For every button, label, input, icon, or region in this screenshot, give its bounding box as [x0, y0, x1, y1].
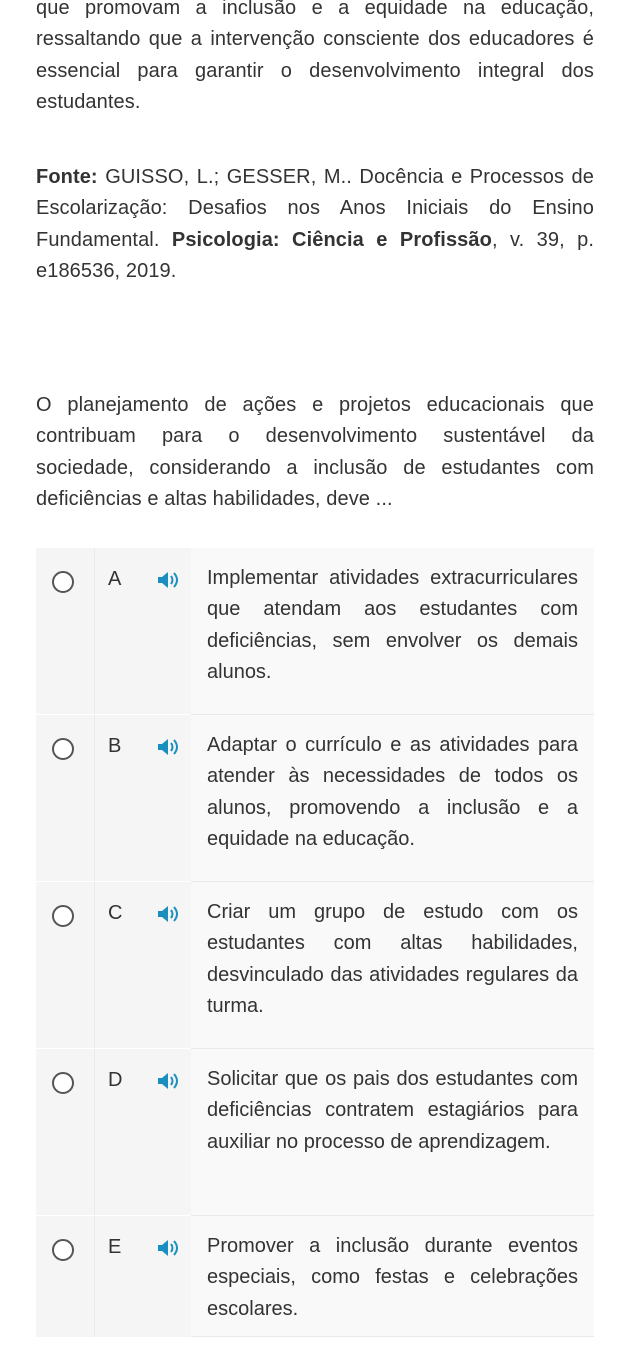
option-d-radio[interactable] — [52, 1072, 74, 1094]
source-details: , v. 39, p. e186536, 2019. — [36, 228, 594, 282]
option-divider — [94, 882, 95, 1048]
option-c-letter: C — [108, 902, 123, 924]
source-journal: Psicologia: Ciência e Profissão — [171, 228, 492, 251]
option-d-body[interactable] — [191, 1049, 594, 1216]
option-b-radio[interactable] — [52, 738, 74, 760]
speaker-icon[interactable] — [156, 904, 180, 924]
option-b-body[interactable] — [191, 715, 594, 882]
question-text: O planejamento de ações e projetos educacionais que contribuam para o desenvolvimento sustentável da sociedade, considerando a inclusão de estudantes com deficiências e altas habilidades, deve ... — [36, 394, 594, 510]
option-divider — [94, 715, 95, 881]
option-a[interactable] — [36, 548, 594, 715]
source-label: Fonte: — [36, 166, 98, 188]
option-b-letter: B — [108, 735, 122, 757]
option-b-controls — [36, 715, 191, 882]
option-e[interactable] — [36, 1216, 594, 1337]
option-b-text: Adaptar o currículo e as atividades para atender às necessidades de todos os alunos, promovendo a inclusão e a equidade na educação. — [207, 734, 578, 850]
option-c-body[interactable] — [191, 882, 594, 1049]
speaker-icon[interactable] — [156, 737, 180, 757]
option-e-text: Promover a inclusão durante eventos especiais, como festas e celebrações escolares. — [207, 1235, 578, 1320]
option-b[interactable] — [36, 715, 594, 882]
intro-paragraph: que promovam a inclusão e a equidade na educação, ressaltando que a intervenção consciente dos educadores é essencial para garantir o desenvolvimento integral dos estudantes. — [36, 0, 594, 113]
option-a-controls — [36, 548, 191, 715]
option-divider — [94, 548, 95, 714]
option-d-text: Solicitar que os pais dos estudantes com deficiências contratem estagiários para auxiliar no processo de aprendizagem. — [207, 1068, 578, 1153]
option-c-radio[interactable] — [52, 905, 74, 927]
option-c-controls — [36, 882, 191, 1049]
option-e-radio[interactable] — [52, 1239, 74, 1261]
option-d[interactable] — [36, 1049, 594, 1216]
option-divider — [94, 1216, 95, 1337]
answer-options — [36, 548, 594, 1337]
option-e-body[interactable] — [191, 1216, 594, 1337]
source-paragraph — [36, 162, 594, 287]
option-a-letter: A — [108, 568, 122, 590]
option-e-controls — [36, 1216, 191, 1338]
speaker-icon[interactable] — [156, 570, 180, 590]
speaker-icon[interactable] — [156, 1238, 180, 1258]
option-a-text: Implementar atividades extracurriculares que atendam aos estudantes com deficiências, sem envolver os demais alunos. — [207, 567, 578, 683]
source-authors: GUISSO, L.; GESSER, M.. Docência e Processos de Escolarização: Desafios nos Anos Iniciais do Ensino Fundamental. — [36, 166, 594, 251]
speaker-icon[interactable] — [156, 1071, 180, 1091]
option-e-letter: E — [108, 1236, 122, 1258]
option-d-controls — [36, 1049, 191, 1216]
option-d-letter: D — [108, 1069, 123, 1091]
option-a-radio[interactable] — [52, 571, 74, 593]
option-c[interactable] — [36, 882, 594, 1049]
option-divider — [94, 1049, 95, 1215]
option-a-body[interactable] — [191, 548, 594, 715]
option-c-text: Criar um grupo de estudo com os estudantes com altas habilidades, desvinculado das atividades regulares da turma. — [207, 901, 578, 1017]
